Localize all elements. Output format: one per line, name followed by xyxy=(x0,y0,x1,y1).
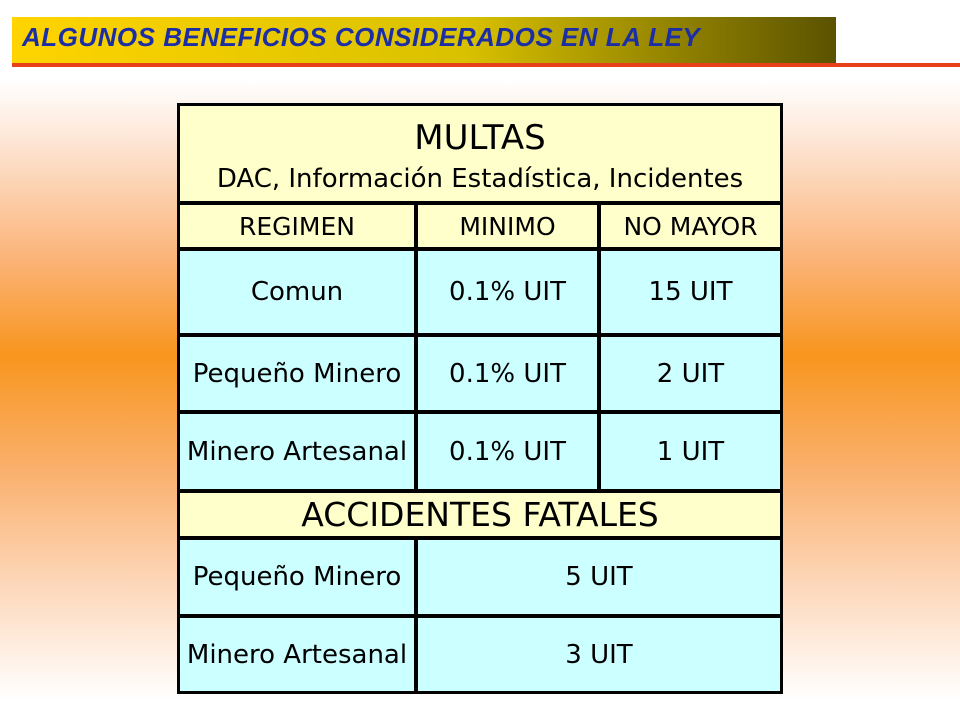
table-cell-no-mayor: 15 UIT xyxy=(600,250,781,334)
multas-header xyxy=(179,105,781,202)
accidentes-header: ACCIDENTES FATALES xyxy=(179,492,781,537)
column-header-no-mayor: NO MAYOR xyxy=(600,204,781,248)
table-cell-monto: 5 UIT xyxy=(417,539,781,615)
table-cell-regimen: Pequeño Minero xyxy=(179,539,415,615)
multas-subtitle: DAC, Información Estadística, Incidentes xyxy=(216,163,744,194)
title-underline xyxy=(12,63,960,67)
column-header-minimo: MINIMO xyxy=(417,204,598,248)
table-cell-regimen: Comun xyxy=(179,250,415,334)
table-cell-no-mayor: 2 UIT xyxy=(600,336,781,411)
slide-title: ALGUNOS BENEFICIOS CONSIDERADOS EN LA LEY xyxy=(22,22,701,52)
fines-table xyxy=(177,103,783,694)
table-cell-minimo: 0.1% UIT xyxy=(417,250,598,334)
table-cell-no-mayor: 1 UIT xyxy=(600,413,781,490)
column-header-regimen: REGIMEN xyxy=(179,204,415,248)
table-cell-regimen: Minero Artesanal xyxy=(179,617,415,692)
table-cell-regimen: Pequeño Minero xyxy=(179,336,415,411)
multas-title: MULTAS xyxy=(414,117,546,158)
table-cell-monto: 3 UIT xyxy=(417,617,781,692)
table-cell-regimen: Minero Artesanal xyxy=(179,413,415,490)
table-cell-minimo: 0.1% UIT xyxy=(417,336,598,411)
table-cell-minimo: 0.1% UIT xyxy=(417,413,598,490)
